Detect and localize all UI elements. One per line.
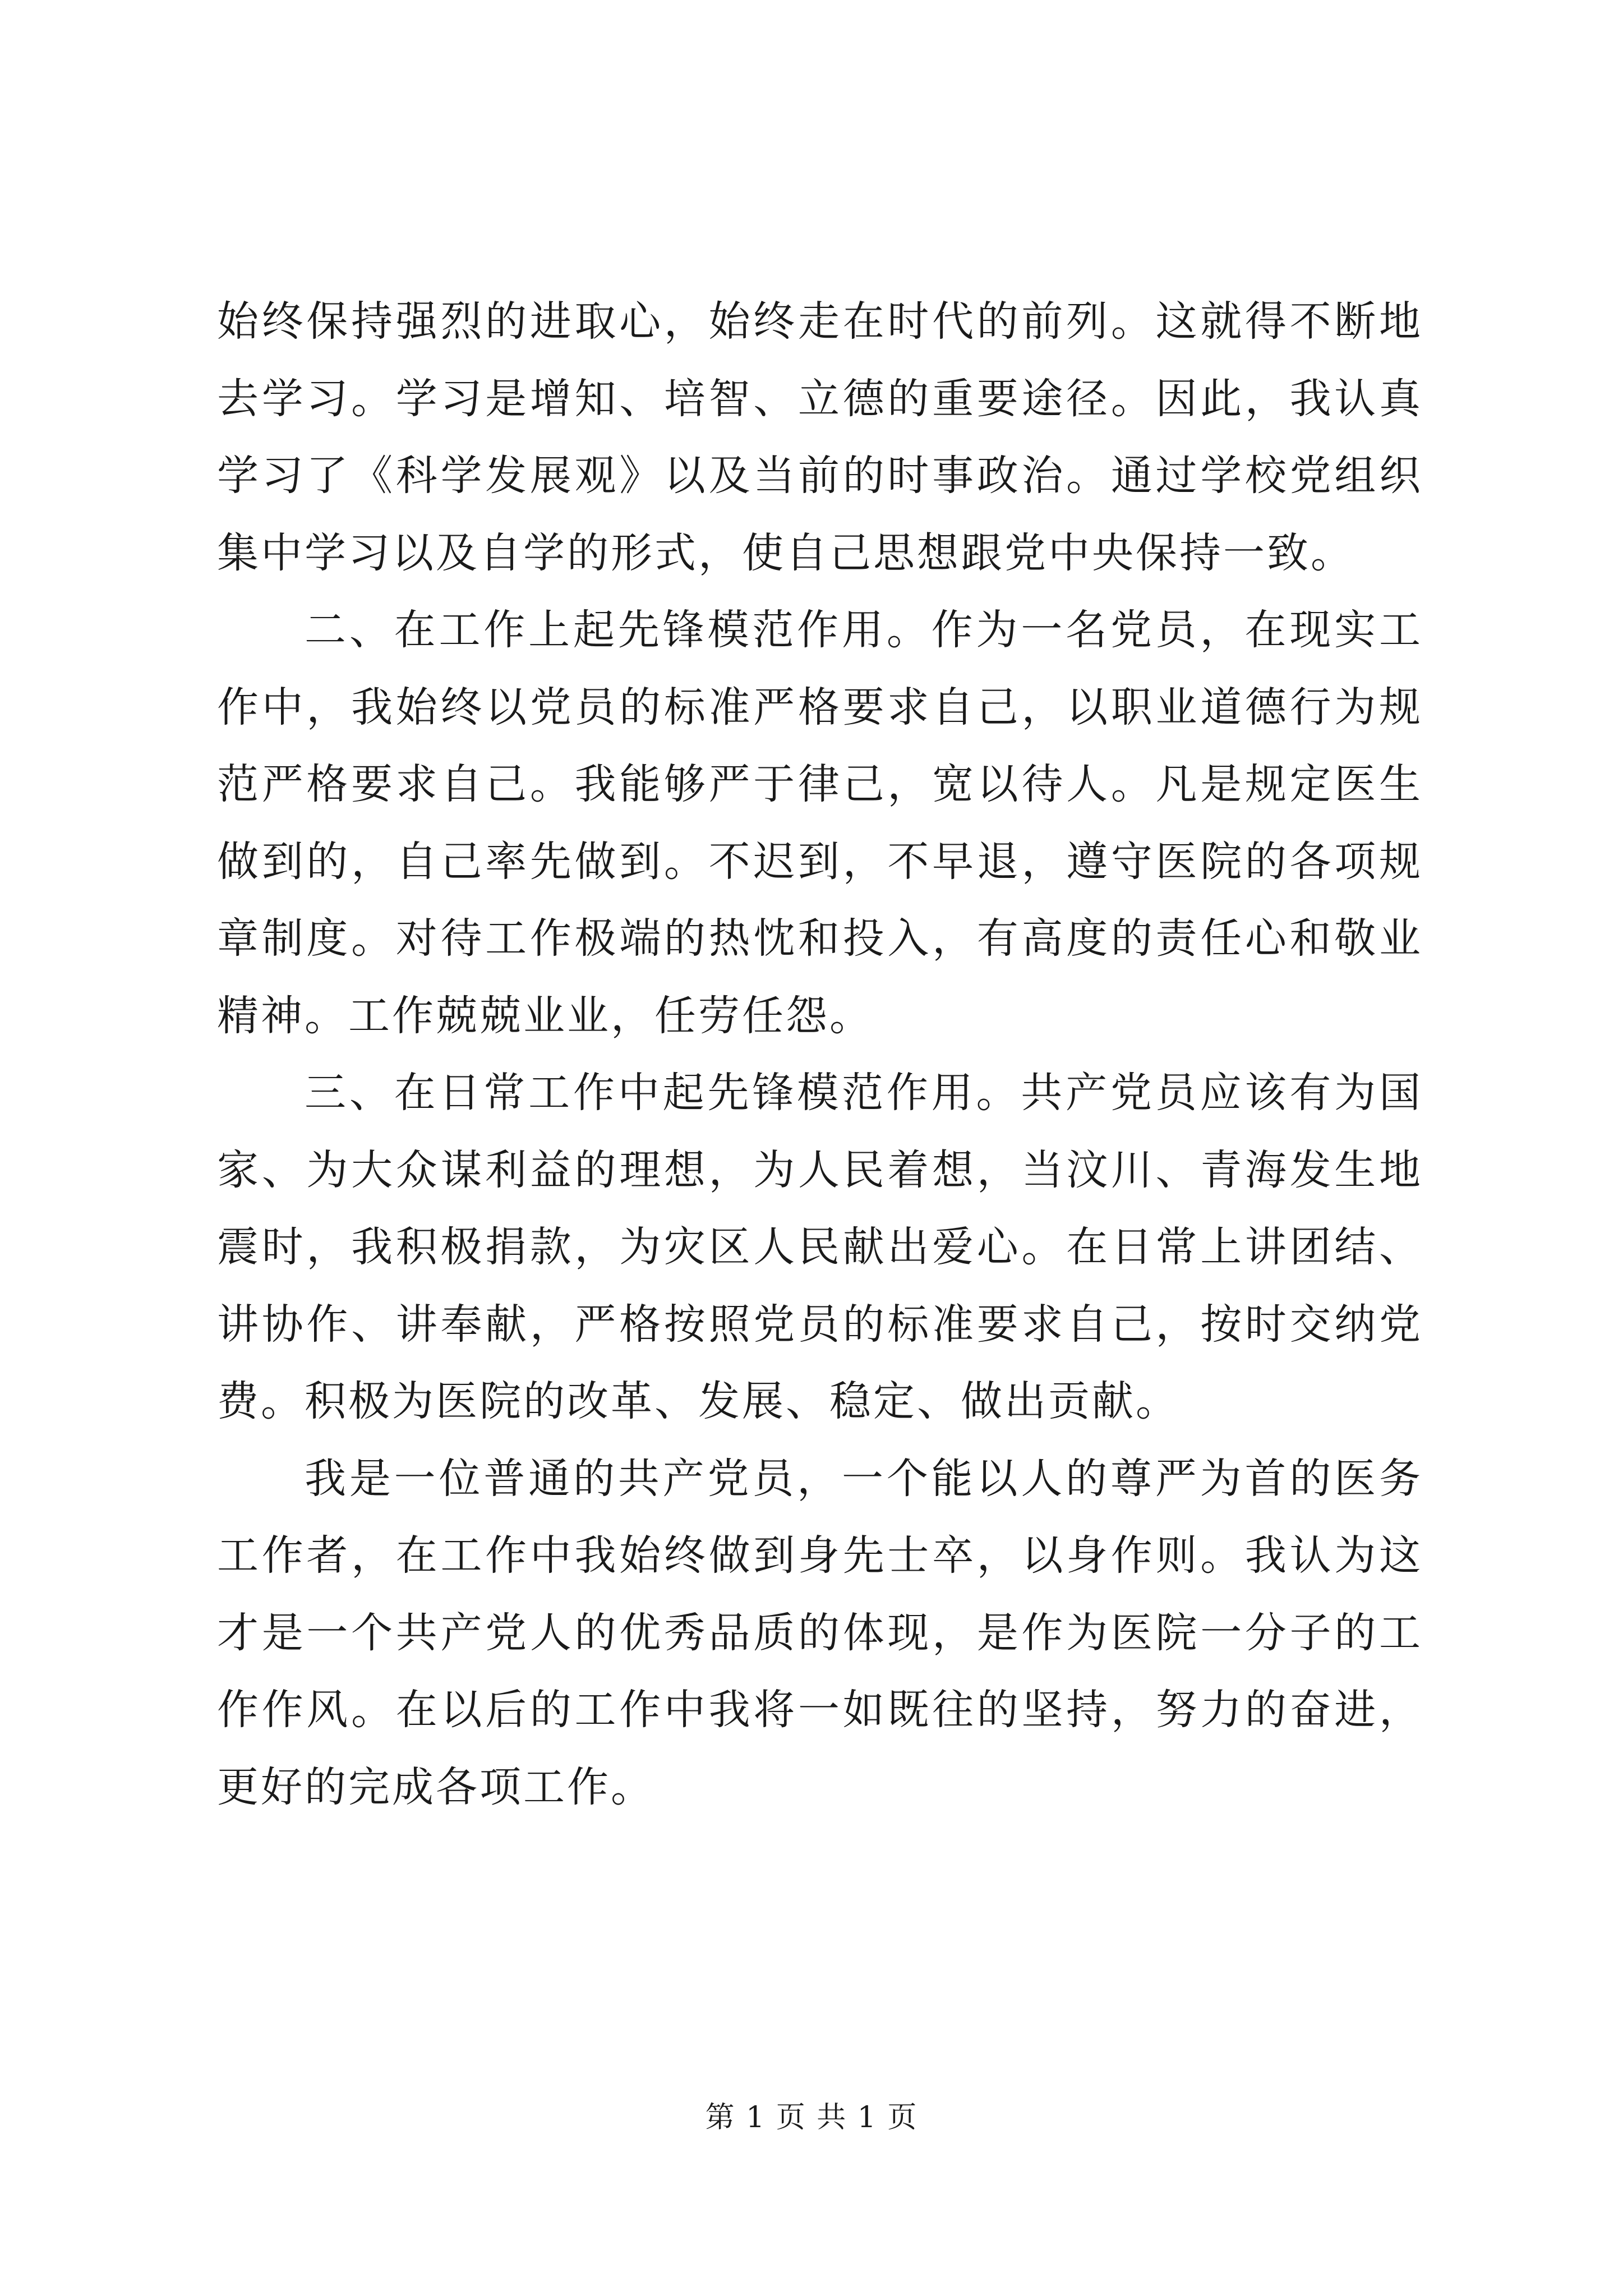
paragraph-conclusion: 我是一位普通的共产党员，一个能以人的尊严为首的医务工作者，在工作中我始终做到身先士卒，以身作则。我认为这才是一个共产党人的优秀品质的体现，是作为医院一分子的工作作风。在以后的工作中我将一如既往的坚持，努力的奋进，更好的完成各项工作。 (217, 1454, 1423, 1811)
paragraph-work-role: 二、在工作上起先锋模范作用。作为一名党员，在现实工作中，我始终以党员的标准严格要求自己，以职业道德行为规范严格要求自己。我能够严于律己，宽以待人。凡是规定医生做到的，自己率先做到。不迟到，不早退，遵守医院的各项规章制度。对待工作极端的热忱和投入，有高度的责任心和敬业精神。工作兢兢业业，任劳任怨。 (217, 606, 1423, 1040)
document-body (217, 283, 1423, 1826)
page-number-footer: 第 1 页 共 1 页 (705, 2101, 918, 2134)
paragraph-daily-role: 三、在日常工作中起先锋模范作用。共产党员应该有为国家、为大众谋利益的理想，为人民着想，当汶川、青海发生地震时，我积极捐款，为灾区人民献出爱心。在日常上讲团结、讲协作、讲奉献，严格按照党员的标准要求自己，按时交纳党费。积极为医院的改革、发展、稳定、做出贡献。 (217, 1069, 1423, 1425)
paragraph-continuation: 始终保持强烈的进取心，始终走在时代的前列。这就得不断地去学习。学习是增知、培智、立德的重要途径。因此，我认真学习了《科学发展观》以及当前的时事政治。通过学校党组织集中学习以及自学的形式，使自己思想跟党中央保持一致。 (217, 297, 1423, 577)
